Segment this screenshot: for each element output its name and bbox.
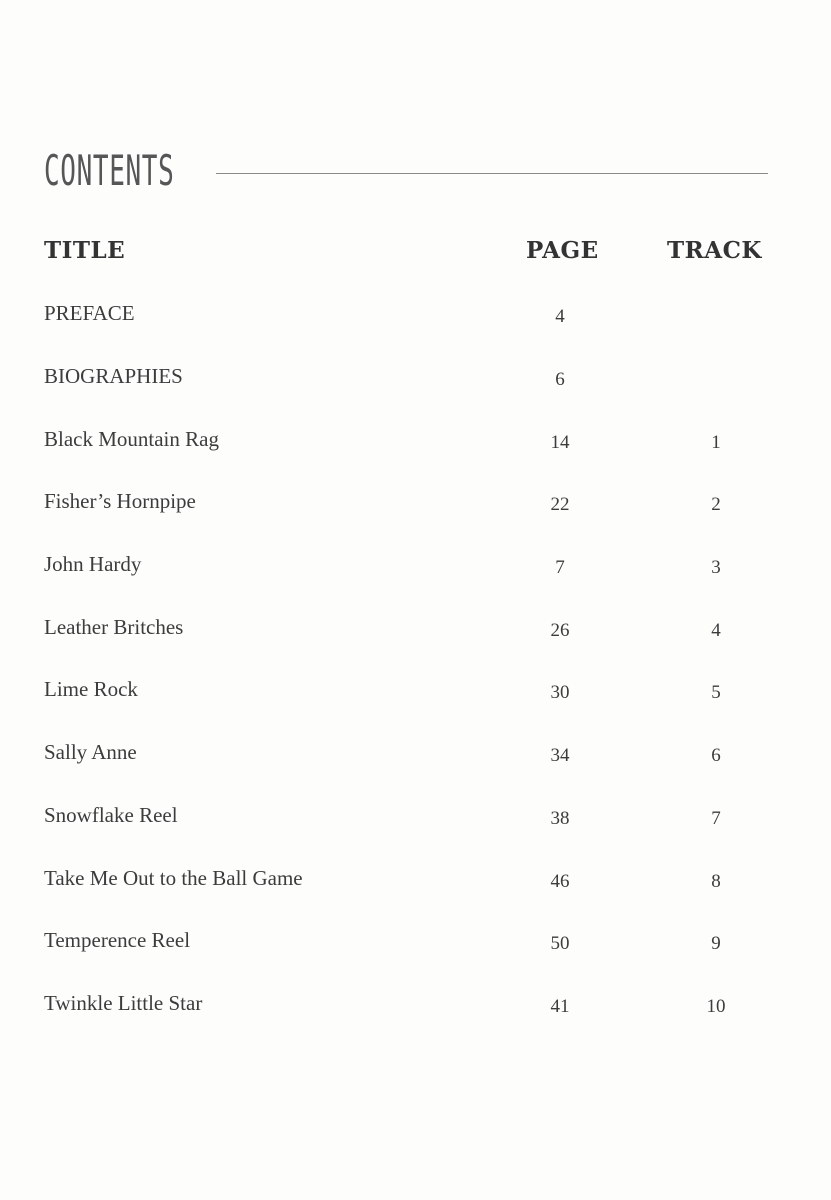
entry-page-number: 26: [550, 620, 570, 641]
entry-page-number: 7: [555, 557, 565, 578]
contents-heading: CONTENTS: [44, 146, 175, 195]
entry-page-number: 46: [550, 871, 570, 892]
toc-entry-take-me-out-to-the-ball-game: [0, 862, 831, 894]
entry-page-number: 38: [550, 808, 570, 829]
entry-track-number: 2: [711, 494, 721, 515]
toc-entry-fishers-hornpipe: [0, 485, 831, 517]
toc-entry-sally-anne: [0, 736, 831, 768]
entry-title: Lime Rock: [44, 677, 138, 701]
entry-title: BIOGRAPHIES: [44, 364, 183, 388]
entry-track-number: 9: [711, 933, 721, 954]
entry-page-number: 6: [555, 369, 565, 390]
entry-title: Take Me Out to the Ball Game: [44, 866, 303, 890]
entry-track-number: 10: [706, 996, 726, 1017]
entry-title: Leather Britches: [44, 615, 184, 639]
entry-page-number: 50: [550, 933, 570, 954]
entry-page-number: 22: [550, 494, 570, 515]
entry-track-number: 3: [711, 557, 721, 578]
entry-page-number: 14: [550, 432, 570, 453]
toc-entry-temperence-reel: [0, 924, 831, 956]
entry-track-number: 4: [711, 620, 721, 641]
entry-title: Sally Anne: [44, 740, 137, 764]
entry-track-number: 1: [711, 432, 721, 453]
toc-entry-preface: [0, 297, 831, 329]
toc-entry-john-hardy: [0, 548, 831, 580]
toc-entry-snowflake-reel: [0, 799, 831, 831]
toc-entry-biographies: [0, 360, 831, 392]
entry-title: Black Mountain Rag: [44, 427, 219, 451]
entry-track-number: 8: [711, 871, 721, 892]
entry-page-number: 4: [555, 306, 565, 327]
entry-title: PREFACE: [44, 301, 135, 325]
entry-title: Temperence Reel: [44, 928, 191, 952]
entry-track-number: 6: [711, 745, 721, 766]
entry-title: John Hardy: [44, 552, 142, 576]
entry-page-number: 30: [550, 682, 570, 703]
entry-track-number: 5: [711, 682, 721, 703]
entry-title: Snowflake Reel: [44, 803, 178, 827]
entry-track-number: 7: [711, 808, 721, 829]
toc-entry-black-mountain-rag: [0, 423, 831, 455]
column-header-page: PAGE: [526, 237, 599, 264]
entry-title: Fisher’s Hornpipe: [44, 489, 196, 513]
entry-page-number: 41: [550, 996, 570, 1017]
toc-entry-twinkle-little-star: [0, 987, 831, 1019]
entry-page-number: 34: [550, 745, 570, 766]
column-header-title: TITLE: [44, 237, 126, 264]
toc-entry-lime-rock: [0, 673, 831, 705]
column-header-track: TRACK: [667, 237, 762, 264]
toc-entry-leather-britches: [0, 611, 831, 643]
entry-title: Twinkle Little Star: [44, 991, 203, 1015]
